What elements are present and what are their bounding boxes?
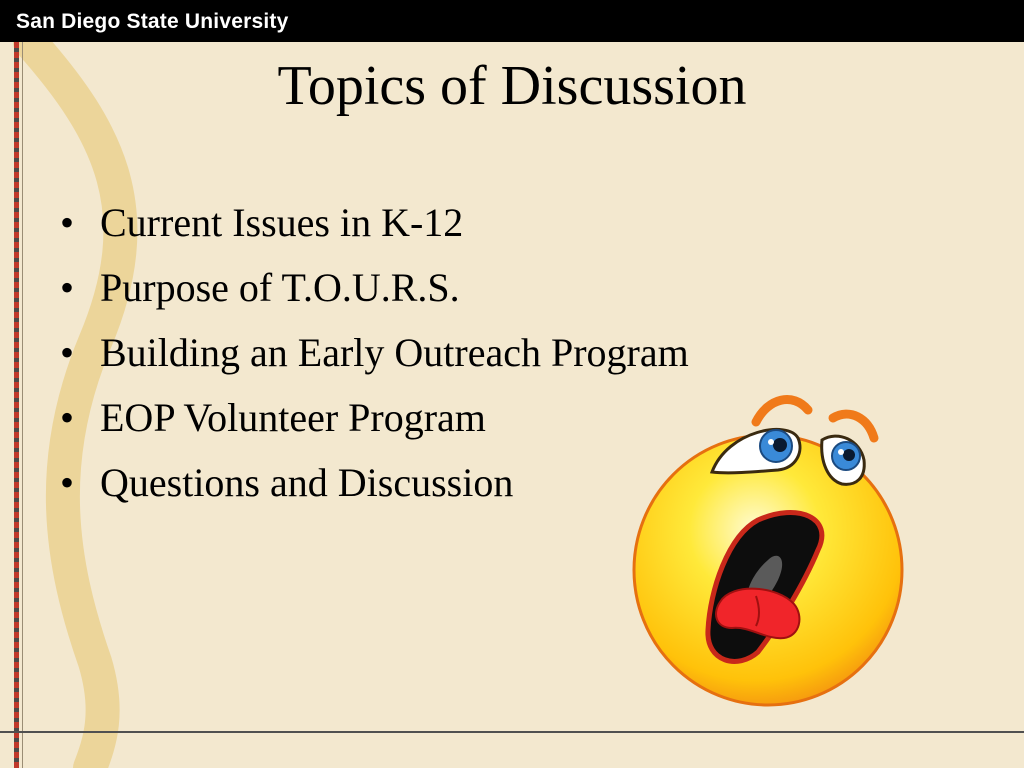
list-item: • Current Issues in K-12 (60, 190, 689, 255)
slide-title: Topics of Discussion (277, 55, 747, 117)
surprised-smiley-icon (628, 390, 918, 710)
bottom-rule (0, 731, 1024, 733)
bullet-icon: • (60, 395, 75, 440)
bullet-icon: • (60, 265, 75, 310)
list-item: • Building an Early Outreach Program (60, 320, 689, 385)
list-item: • Purpose of T.O.U.R.S. (60, 255, 689, 320)
list-item: • Questions and Discussion (60, 450, 689, 515)
bullet-icon: • (60, 200, 75, 245)
bullet-icon: • (60, 330, 75, 375)
header-bar (0, 0, 1024, 42)
left-thin-rule (22, 42, 23, 768)
bullet-icon: • (60, 460, 75, 505)
university-name: San Diego State University (16, 10, 289, 33)
bullet-list (60, 190, 689, 515)
list-item: • EOP Volunteer Program (60, 385, 689, 450)
left-dashed-rule (14, 42, 19, 768)
